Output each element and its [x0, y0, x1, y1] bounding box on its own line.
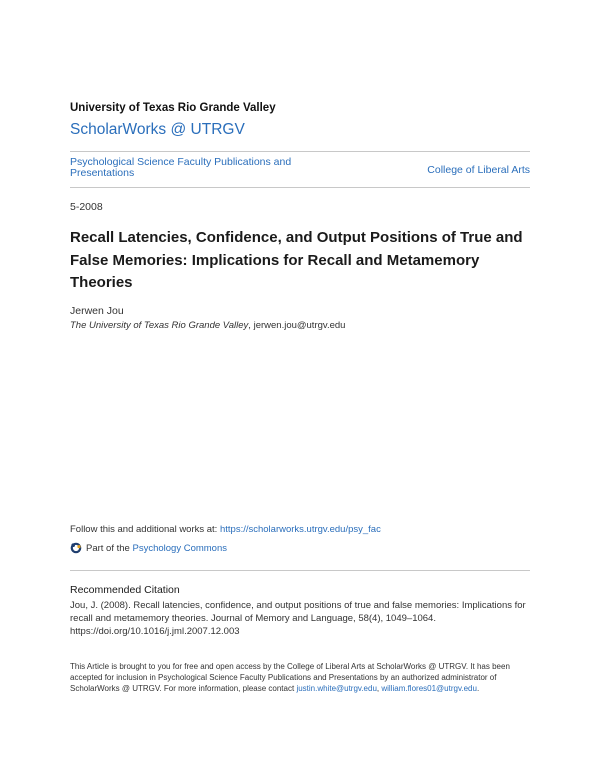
- divider-citation: [70, 570, 530, 571]
- article-title: Recall Latencies, Confidence, and Output Positions of True and False Memories: Implications for Recall and Metamemory Theories: [70, 229, 523, 291]
- follow-url-link[interactable]: https://scholarworks.utrgv.edu/psy_fac: [219, 524, 381, 535]
- affiliation-name: The University of Texas Rio Grande Valley: [70, 320, 249, 331]
- contact-email-link-2[interactable]: william.flores01@utrgv.edu: [381, 684, 477, 693]
- citation-text: Jou, J. (2008). Recall latencies, confidence, and output positions of true and false memories: Implications for recall and metamemory theories. Journal of Memory and Language, 58(4), 1049–1064. https://doi.org/10.1016/j.jml.2007.12.003: [70, 600, 526, 637]
- citation-heading: Recommended Citation: [70, 584, 180, 596]
- institution-name: University of Texas Rio Grande Valley: [70, 102, 276, 114]
- publication-date: 5-2008: [70, 201, 103, 213]
- college-link[interactable]: College of Liberal Arts: [427, 164, 530, 176]
- follow-prefix: Follow this and additional works at:: [70, 524, 220, 535]
- author-name: Jerwen Jou: [70, 305, 124, 317]
- series-link[interactable]: Psychological Science Faculty Publications and Presentations: [70, 156, 292, 179]
- access-notice: [70, 661, 540, 694]
- psychology-commons-link[interactable]: Psychology Commons: [132, 542, 227, 554]
- notice-text: This Article is brought to you for free and open access by the College of Liberal Arts at ScholarWorks @ UTRGV. It has been accepted for inclusion in Psychological Science Faculty Publications and Presentations by an authorized administrator of ScholarWorks @ UTRGV. For more information, please contact: [70, 662, 510, 693]
- follow-line: [70, 524, 381, 535]
- commons-line: [70, 542, 227, 554]
- contact-email-link-1[interactable]: justin.white@utrgv.edu: [296, 684, 377, 693]
- divider-top: [70, 151, 530, 152]
- affiliation-separator: ,: [248, 320, 254, 331]
- notice-end: .: [476, 684, 480, 693]
- author-affiliation: [70, 320, 345, 331]
- notice-separator: ,: [376, 684, 382, 693]
- divider-nav: [70, 187, 530, 188]
- network-icon: [70, 542, 82, 554]
- author-email: jerwen.jou@utrgv.edu: [253, 320, 346, 331]
- repository-link[interactable]: ScholarWorks @ UTRGV: [70, 121, 245, 138]
- commons-prefix: Part of the: [86, 542, 130, 554]
